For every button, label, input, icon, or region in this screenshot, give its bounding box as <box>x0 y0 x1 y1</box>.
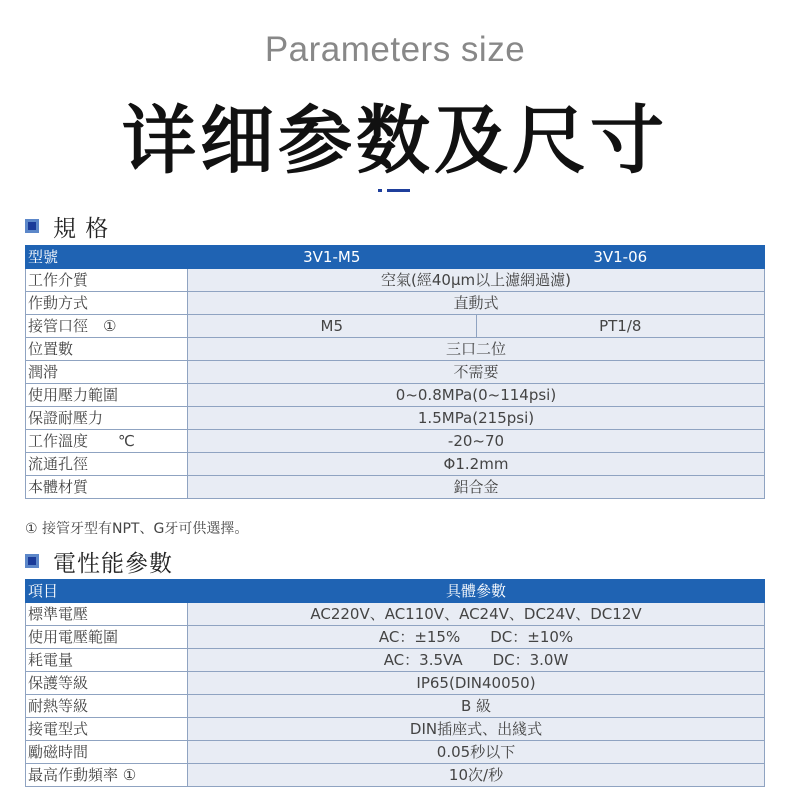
row-value: 0.05秒以下 <box>188 741 765 764</box>
table-row <box>26 361 765 384</box>
table-header-row <box>26 580 765 603</box>
header-cell: 具體參數 <box>188 580 765 603</box>
header-cell: 項目 <box>26 580 188 603</box>
spec-table <box>25 245 765 499</box>
table-row <box>26 476 765 499</box>
row-value: AC220V、AC110V、AC24V、DC24V、DC12V <box>188 603 765 626</box>
row-value: AC：3.5VA DC：3.0W <box>188 649 765 672</box>
row-value: 直動式 <box>188 292 765 315</box>
title-underline <box>378 189 410 192</box>
table-header-row <box>26 246 765 269</box>
page-title: 详细参数及尺寸 <box>122 98 668 184</box>
row-value: 10次/秒 <box>188 764 765 787</box>
table-row <box>26 649 765 672</box>
row-label: 使用電壓範圍 <box>26 626 188 649</box>
table-row <box>26 407 765 430</box>
spec-footnote: ① 接管牙型有NPT、G牙可供選擇。 <box>25 521 249 537</box>
row-label: 工作介質 <box>26 269 188 292</box>
row-value: B 級 <box>188 695 765 718</box>
table-row <box>26 453 765 476</box>
row-value: 三口二位 <box>188 338 765 361</box>
table-row <box>26 315 765 338</box>
row-value: 不需要 <box>188 361 765 384</box>
table-row <box>26 338 765 361</box>
row-value: -20~70 <box>188 430 765 453</box>
row-value: Φ1.2mm <box>188 453 765 476</box>
square-bullet-icon <box>25 554 39 568</box>
spec-section-heading: 規 格 <box>25 212 109 240</box>
row-value: 空氣(經40μm以上濾網過濾) <box>188 269 765 292</box>
square-bullet-icon <box>25 219 39 233</box>
row-label: 工作溫度 ℃ <box>26 430 188 453</box>
table-row <box>26 292 765 315</box>
row-label: 使用壓力範圍 <box>26 384 188 407</box>
table-row <box>26 430 765 453</box>
page-subtitle: Parameters size <box>264 30 526 69</box>
row-label: 勵磁時間 <box>26 741 188 764</box>
row-label: 耐熱等級 <box>26 695 188 718</box>
row-value: 1.5MPa(215psi) <box>188 407 765 430</box>
electric-section-heading: 電性能參數 <box>25 547 173 575</box>
row-value: DIN插座式、出綫式 <box>188 718 765 741</box>
row-label: 接管口徑 ① <box>26 315 188 338</box>
row-label: 最高作動頻率 ① <box>26 764 188 787</box>
row-label: 潤滑 <box>26 361 188 384</box>
row-label: 耗電量 <box>26 649 188 672</box>
row-label: 作動方式 <box>26 292 188 315</box>
table-row <box>26 718 765 741</box>
row-label: 保證耐壓力 <box>26 407 188 430</box>
table-row <box>26 603 765 626</box>
row-label: 位置數 <box>26 338 188 361</box>
row-label: 本體材質 <box>26 476 188 499</box>
table-row <box>26 269 765 292</box>
table-row <box>26 672 765 695</box>
table-row <box>26 695 765 718</box>
row-value: AC：±15% DC：±10% <box>188 626 765 649</box>
header-cell: 3V1-M5 <box>188 246 477 269</box>
row-value: IP65(DIN40050) <box>188 672 765 695</box>
table-row <box>26 741 765 764</box>
row-label: 標準電壓 <box>26 603 188 626</box>
table-row <box>26 764 765 787</box>
row-value: 0~0.8MPa(0~114psi) <box>188 384 765 407</box>
row-label: 保護等級 <box>26 672 188 695</box>
table-row <box>26 384 765 407</box>
table-row <box>26 626 765 649</box>
row-value: 鋁合金 <box>188 476 765 499</box>
electric-table <box>25 579 765 787</box>
row-label: 流通孔徑 <box>26 453 188 476</box>
row-value: PT1/8 <box>476 315 765 338</box>
row-label: 接電型式 <box>26 718 188 741</box>
header-cell: 3V1-06 <box>476 246 765 269</box>
header-cell: 型號 <box>26 246 188 269</box>
row-value: M5 <box>188 315 477 338</box>
